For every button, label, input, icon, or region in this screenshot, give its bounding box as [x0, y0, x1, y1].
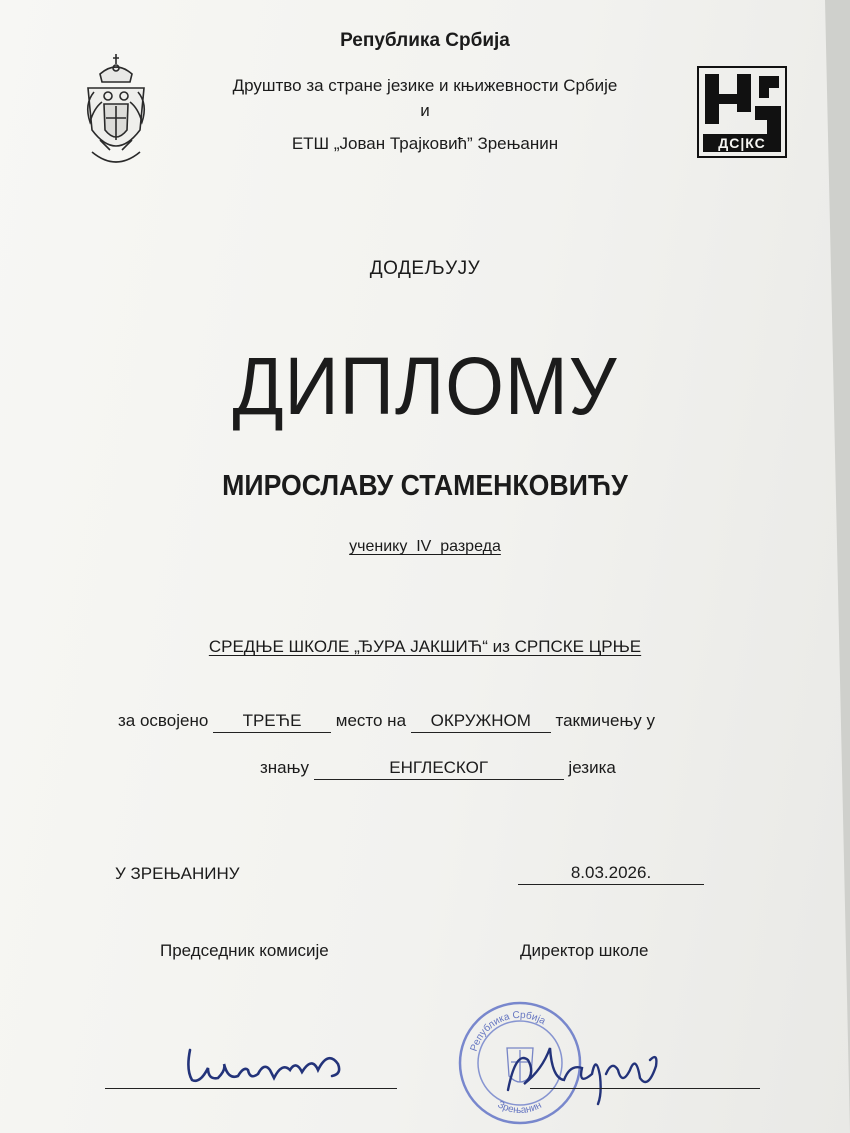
dsks-logo-text: ДС|КС: [718, 135, 766, 151]
school-line: [0, 637, 850, 657]
school-name: СРЕДЊЕ ШКОЛЕ „ЂУРА ЈАКШИЋ“ из СРПСКЕ ЦРЊЕ: [208, 637, 642, 656]
date-field: 8.03.2026.: [518, 862, 704, 885]
director-signature-line: [530, 1088, 760, 1089]
won-prefix: за освојено: [118, 711, 209, 730]
language-line: [260, 757, 616, 780]
city-text: У ЗРЕЊАНИНУ: [115, 864, 240, 883]
recipient-name: МИРОСЛАВУ СТАМЕНКОВИЋУ: [222, 470, 628, 502]
stamp-text-bottom: Зрењанин: [495, 1099, 544, 1117]
stamp-text-top: Република Србија: [468, 1009, 548, 1053]
director-signature: [498, 1030, 678, 1108]
achievement-line: [118, 710, 655, 733]
grade-text: ученику IV разреда: [349, 538, 501, 555]
awards-text: ДОДЕЉУЈУ: [369, 258, 481, 279]
commission-president-label: Председник комисије: [160, 941, 329, 960]
country-heading: Република Србија: [340, 30, 510, 51]
language-suffix: језика: [568, 758, 616, 777]
competition-suffix: такмичењу у: [555, 711, 656, 730]
place-field: ТРЕЋЕ: [213, 710, 331, 733]
organization-line-1: Друштво за стране језике и књижевности Србије: [232, 76, 618, 95]
diploma-title: ДИПЛОМУ: [232, 341, 618, 432]
grade-line: [0, 538, 850, 556]
organization-conjunction: и: [420, 101, 430, 120]
level-field: ОКРУЖНОМ: [411, 710, 551, 733]
language-field: ЕНГЛЕСКОГ: [314, 757, 564, 780]
knowledge-prefix: знању: [260, 758, 309, 777]
school-director-label: Директор школе: [520, 941, 649, 960]
dsks-logo: [697, 66, 787, 158]
organization-line-2: ЕТШ „Јован Трајковић” Зрењанин: [291, 134, 559, 153]
place-mid: место на: [335, 711, 407, 730]
president-signature-line: [105, 1088, 397, 1089]
president-signature: [178, 1040, 358, 1090]
